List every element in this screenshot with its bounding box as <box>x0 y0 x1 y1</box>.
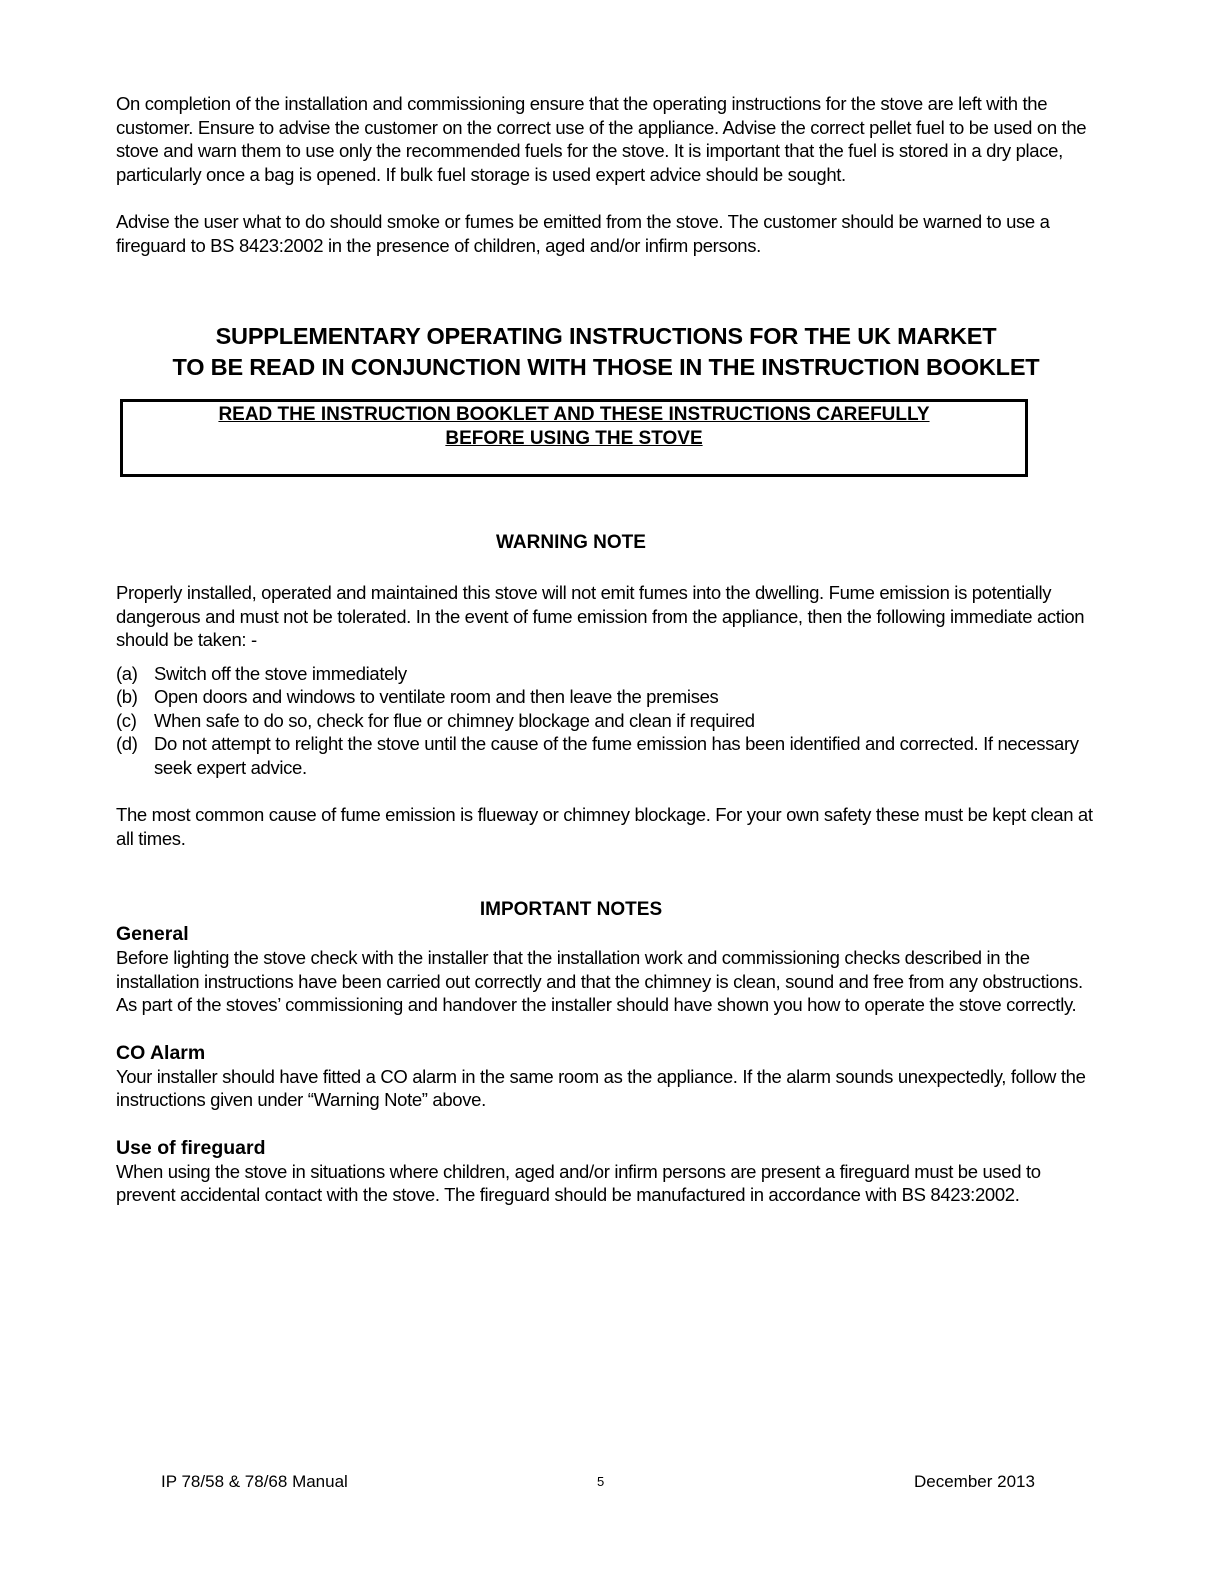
list-marker: (a) <box>116 662 138 684</box>
page-content <box>116 92 1096 1207</box>
list-item-text: Open doors and windows to ventilate room and then leave the premises <box>154 686 719 707</box>
list-item-text: Do not attempt to relight the stove until the cause of the fume emission has been identified and corrected. If necessary seek expert advice. <box>154 733 1079 778</box>
co-alarm-paragraph: Your installer should have fitted a CO alarm in the same room as the appliance. If the alarm sounds unexpectedly, follow the instructions given under “Warning Note” above. <box>116 1065 1086 1110</box>
page-footer <box>0 1472 1219 1496</box>
footer-date: December 2013 <box>914 1472 1035 1491</box>
intro-paragraph-smoke-advice: Advise the user what to do should smoke or fumes be emitted from the stove. The customer should be warned to use a fireguard to BS 8423:2002 in the presence of children, aged and/or infirm persons. <box>116 211 1050 256</box>
read-instructions-notice-box <box>120 399 1028 477</box>
common-cause-paragraph: The most common cause of fume emission is flueway or chimney blockage. For your own safety these must be kept clean at all times. <box>116 804 1093 849</box>
important-notes-title: IMPORTANT NOTES <box>479 899 663 920</box>
main-heading-line-2: TO BE READ IN CONJUNCTION WITH THOSE IN THE INSTRUCTION BOOKLET <box>172 354 1040 380</box>
notice-line-1: READ THE INSTRUCTION BOOKLET AND THESE INSTRUCTIONS CAREFULLY <box>218 404 930 425</box>
footer-page-number: 5 <box>597 1474 605 1489</box>
fireguard-heading: Use of fireguard <box>116 1136 266 1159</box>
list-item-text: When safe to do so, check for flue or chimney blockage and clean if required <box>154 709 755 731</box>
list-item <box>116 685 1096 709</box>
general-paragraph: Before lighting the stove check with the installer that the installation work and commissioning checks described in the installation instructions have been carried out correctly and that the chimney is clean, sound and free from any obstructions. As part of the stoves’ commissioning and handover the installer should have shown you how to operate the stove correctly. <box>116 947 1083 1015</box>
list-marker: (c) <box>116 709 137 731</box>
list-marker: (b) <box>116 686 138 707</box>
footer-manual-title: IP 78/58 & 78/68 Manual <box>161 1472 348 1491</box>
list-item-text: Switch off the stove immediately <box>154 662 407 684</box>
co-alarm-heading: CO Alarm <box>116 1041 206 1064</box>
list-item <box>116 709 1096 733</box>
notice-line-2: BEFORE USING THE STOVE <box>445 428 703 449</box>
intro-paragraph-commissioning: On completion of the installation and commissioning ensure that the operating instructions for the stove are left with the customer. Ensure to advise the customer on the correct use of the appliance. Advise the correct pellet fuel to be used on the stove and warn them to use only the recommended fuels for the stove. It is important that the fuel is stored in a dry place, particularly once a bag is opened. If bulk fuel storage is used expert advice should be sought. <box>116 93 1087 185</box>
main-heading-line-1: SUPPLEMENTARY OPERATING INSTRUCTIONS FOR THE UK MARKET <box>215 323 997 349</box>
list-marker: (d) <box>116 733 138 754</box>
list-item <box>116 732 1096 779</box>
list-item <box>116 662 1096 686</box>
fireguard-paragraph: When using the stove in situations where children, aged and/or infirm persons are present a fireguard must be used to prevent accidental contact with the stove. The fireguard should be manufactured in accordance with BS 8423:2002. <box>116 1160 1041 1205</box>
general-heading: General <box>116 923 189 945</box>
warning-note-title: WARNING NOTE <box>496 532 646 553</box>
main-heading <box>116 321 1096 383</box>
warning-intro-paragraph: Properly installed, operated and maintained this stove will not emit fumes into the dwelling. Fume emission is potentially dangerous and must not be tolerated. In the event of fume emission from the appliance, then the following immediate action should be taken: - <box>116 582 1085 650</box>
fume-emission-steps-list <box>116 662 1096 780</box>
